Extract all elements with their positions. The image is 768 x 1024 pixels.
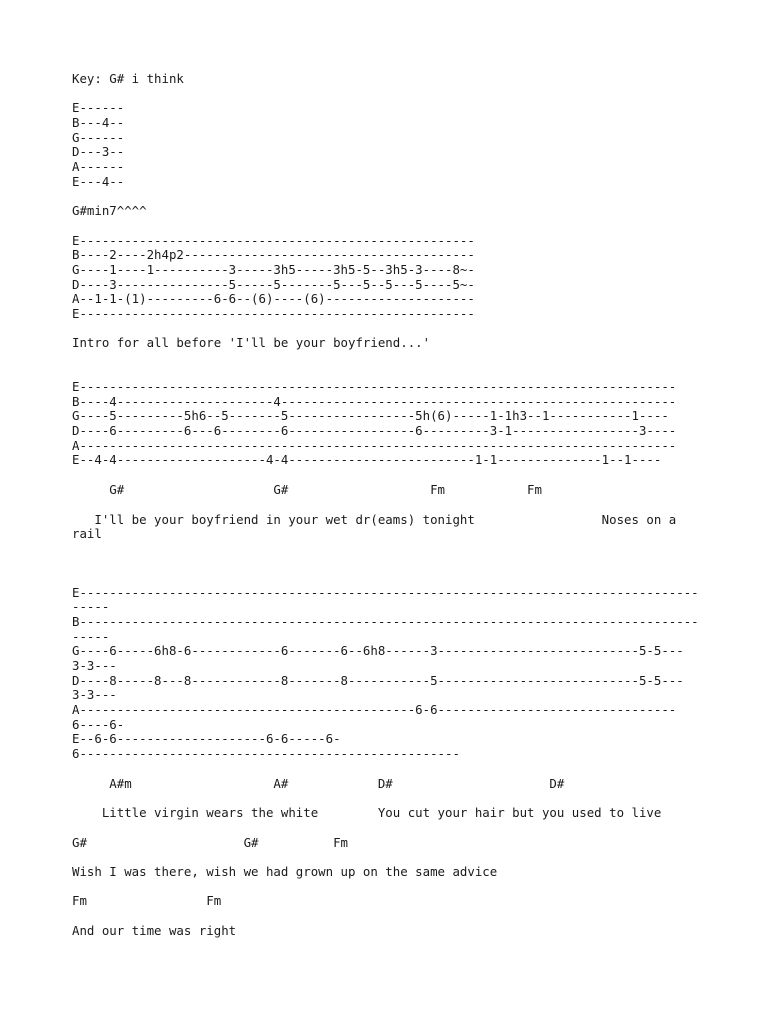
tab-line: D----8-----8---8------------8-------8-----------5---------------------------5-5--- bbox=[72, 673, 684, 688]
chord-box-line: G------ bbox=[72, 130, 125, 145]
lyric-line: And our time was right bbox=[72, 923, 237, 938]
tab-line: 6----6- bbox=[72, 717, 125, 732]
chord-name: G#min7^^^^ bbox=[72, 203, 147, 218]
tab-line: G----1----1----------3-----3h5-----3h5-5--3h5-3----8~- bbox=[72, 262, 475, 277]
tab-line: E--4-4--------------------4-4-------------------------1-1--------------1--1---- bbox=[72, 452, 662, 467]
tab-line: E----------------------------------------------------------------------------------- bbox=[72, 585, 699, 600]
tab-line: ----- bbox=[72, 629, 110, 644]
tab-line: B----2----2h4p2--------------------------------------- bbox=[72, 247, 475, 262]
tab-line: E----------------------------------------------------- bbox=[72, 306, 475, 321]
tab-line: B----------------------------------------------------------------------------------- bbox=[72, 614, 699, 629]
tab-line: D----6---------6---6--------6-----------------6---------3-1-----------------3---- bbox=[72, 423, 677, 438]
chord-box-line: E---4-- bbox=[72, 174, 125, 189]
chord-line: G# G# Fm Fm bbox=[72, 482, 542, 497]
chord-box-line: B---4-- bbox=[72, 115, 125, 130]
lyric-line: Wish I was there, wish we had grown up on the same advice bbox=[72, 864, 498, 879]
chord-box-line: A------ bbox=[72, 159, 125, 174]
lyric-line: I'll be your boyfriend in your wet dr(eams) tonight Noses on a bbox=[72, 512, 677, 527]
tab-line: G----5---------5h6--5-------5-----------------5h(6)-----1-1h3--1-----------1---- bbox=[72, 408, 669, 423]
intro-note: Intro for all before 'I'll be your boyfriend...' bbox=[72, 335, 431, 350]
tab-line: G----6-----6h8-6------------6-------6--6h8------3---------------------------5-5--- bbox=[72, 643, 684, 658]
tab-line: E--6-6--------------------6-6-----6- bbox=[72, 731, 341, 746]
tab-line: 3-3--- bbox=[72, 687, 117, 702]
tab-line: 6--------------------------------------------------- bbox=[72, 746, 460, 761]
chord-box-line: E------ bbox=[72, 100, 125, 115]
chord-line: Fm Fm bbox=[72, 893, 222, 908]
lyric-line: Little virgin wears the white You cut your hair but you used to live bbox=[72, 805, 662, 820]
tab-line: D----3---------------5-----5-------5---5--5---5----5~- bbox=[72, 277, 475, 292]
chord-line: A#m A# D# D# bbox=[72, 776, 565, 791]
chord-line: G# G# Fm bbox=[72, 835, 349, 850]
tab-line: A---------------------------------------------6-6-------------------------------- bbox=[72, 702, 677, 717]
key-line: Key: G# i think bbox=[72, 71, 184, 86]
tab-line: E-------------------------------------------------------------------------------- bbox=[72, 379, 677, 394]
tab-line: 3-3--- bbox=[72, 658, 117, 673]
tab-line: A-------------------------------------------------------------------------------- bbox=[72, 438, 677, 453]
chord-box-line: D---3-- bbox=[72, 144, 125, 159]
tab-line: A--1-1-(1)---------6-6--(6)----(6)-------------------- bbox=[72, 291, 475, 306]
tab-line: E----------------------------------------------------- bbox=[72, 233, 475, 248]
lyric-line: rail bbox=[72, 526, 102, 541]
tab-line: ----- bbox=[72, 599, 110, 614]
tab-line: B----4---------------------4----------------------------------------------------- bbox=[72, 394, 677, 409]
